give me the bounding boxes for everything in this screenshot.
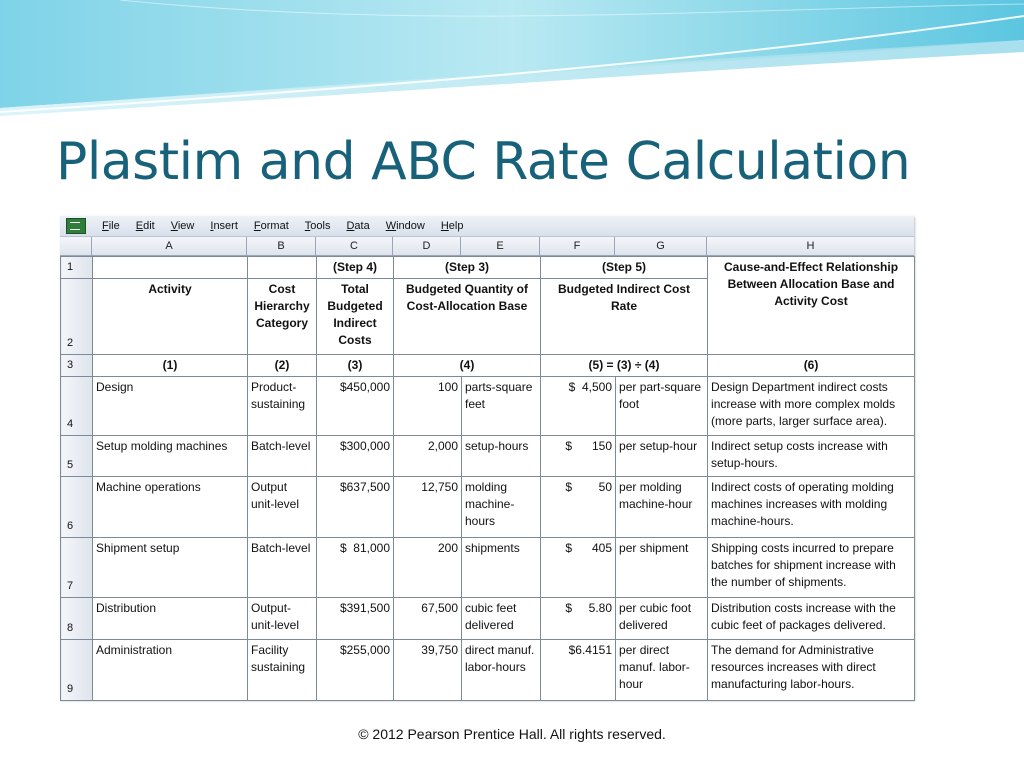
- cell-unit[interactable]: molding machine-hours: [462, 477, 541, 538]
- col-number-3[interactable]: (3): [317, 355, 394, 377]
- cell-unit[interactable]: shipments: [462, 538, 541, 598]
- cell-unit[interactable]: setup-hours: [462, 436, 541, 477]
- menu-item-file[interactable]: File: [102, 220, 120, 232]
- header-budgeted-rate[interactable]: Budgeted Indirect Cost Rate: [541, 279, 708, 355]
- col-number-2[interactable]: (2): [248, 355, 317, 377]
- cell-rate[interactable]: $ 4,500: [541, 377, 616, 436]
- cell-cost[interactable]: $450,000: [317, 377, 394, 436]
- cell-cost[interactable]: $300,000: [317, 436, 394, 477]
- menu-item-format[interactable]: Format: [253, 220, 289, 232]
- column-header-g[interactable]: G: [615, 237, 707, 255]
- spreadsheet-menubar: [60, 216, 914, 237]
- cell-quantity[interactable]: 100: [394, 377, 462, 436]
- cell-per[interactable]: per direct manuf. labor-hour: [616, 640, 708, 701]
- step-4-label[interactable]: (Step 4): [317, 257, 394, 279]
- cell-category[interactable]: Output unit-level: [248, 477, 317, 538]
- cell-category[interactable]: Output-unit-level: [248, 598, 317, 640]
- cell-per[interactable]: per part-square foot: [616, 377, 708, 436]
- step-5-label[interactable]: (Step 5): [541, 257, 708, 279]
- row-header-7[interactable]: 7: [61, 538, 93, 598]
- cell-per[interactable]: per setup-hour: [616, 436, 708, 477]
- header-cause-effect[interactable]: Cause-and-Effect Relationship Between Allocation Base and Activity Cost: [708, 257, 915, 355]
- table-row: [61, 538, 915, 598]
- cell-cost[interactable]: $ 81,000: [317, 538, 394, 598]
- header-total-budgeted[interactable]: Total Budgeted Indirect Costs: [317, 279, 394, 355]
- cell-rate[interactable]: $ 50: [541, 477, 616, 538]
- table-row: [61, 436, 915, 477]
- cell-a1[interactable]: [93, 257, 248, 279]
- table-row: [61, 377, 915, 436]
- cell-cause[interactable]: Distribution costs increase with the cubic feet of packages delivered.: [708, 598, 915, 640]
- table-row: [61, 355, 915, 377]
- col-number-1[interactable]: (1): [93, 355, 248, 377]
- col-number-5[interactable]: (5) = (3) ÷ (4): [541, 355, 708, 377]
- menu-item-edit[interactable]: Edit: [135, 220, 155, 232]
- column-header-e[interactable]: E: [461, 237, 540, 255]
- row-header-4[interactable]: 4: [61, 377, 93, 436]
- abc-rate-table: [60, 256, 915, 701]
- cell-category[interactable]: Batch-level: [248, 538, 317, 598]
- column-header-b[interactable]: B: [247, 237, 316, 255]
- header-wave-decoration: [0, 0, 1024, 130]
- cell-category[interactable]: Product-sustaining: [248, 377, 317, 436]
- cell-cause[interactable]: Indirect setup costs increase with setup-hours.: [708, 436, 915, 477]
- cell-rate[interactable]: $ 5.80: [541, 598, 616, 640]
- menu-item-window[interactable]: Window: [385, 220, 425, 232]
- cell-activity[interactable]: Shipment setup: [93, 538, 248, 598]
- cell-cause[interactable]: The demand for Administrative resources increases with direct manufacturing labor-hours.: [708, 640, 915, 701]
- column-header-c[interactable]: C: [316, 237, 393, 255]
- cell-cause[interactable]: Design Department indirect costs increase with more complex molds (more parts, larger surface area).: [708, 377, 915, 436]
- cell-quantity[interactable]: 39,750: [394, 640, 462, 701]
- spreadsheet-app-icon: [66, 218, 86, 234]
- cell-activity[interactable]: Distribution: [93, 598, 248, 640]
- copyright-footer: © 2012 Pearson Prentice Hall. All rights reserved.: [358, 726, 666, 742]
- table-row: [61, 640, 915, 701]
- cell-quantity[interactable]: 67,500: [394, 598, 462, 640]
- cell-category[interactable]: Batch-level: [248, 436, 317, 477]
- cell-per[interactable]: per cubic foot delivered: [616, 598, 708, 640]
- cell-activity[interactable]: Administration: [93, 640, 248, 701]
- cell-activity[interactable]: Machine operations: [93, 477, 248, 538]
- cell-unit[interactable]: parts-square feet: [462, 377, 541, 436]
- select-all-corner[interactable]: [60, 237, 92, 255]
- table-row: [61, 598, 915, 640]
- cell-category[interactable]: Facility sustaining: [248, 640, 317, 701]
- menu-item-tools[interactable]: Tools: [304, 220, 331, 232]
- cell-cost[interactable]: $255,000: [317, 640, 394, 701]
- row-header-8[interactable]: 8: [61, 598, 93, 640]
- cell-activity[interactable]: Setup molding machines: [93, 436, 248, 477]
- col-number-6[interactable]: (6): [708, 355, 915, 377]
- row-header-9[interactable]: 9: [61, 640, 93, 701]
- slide-title: Plastim and ABC Rate Calculation: [56, 132, 911, 192]
- table-row: [61, 257, 915, 279]
- cell-cause[interactable]: Shipping costs incurred to prepare batches for shipment increase with the number of shipments.: [708, 538, 915, 598]
- menu-item-view[interactable]: View: [170, 220, 195, 232]
- column-header-d[interactable]: D: [393, 237, 461, 255]
- cell-cost[interactable]: $391,500: [317, 598, 394, 640]
- table-row: [61, 477, 915, 538]
- cell-quantity[interactable]: 200: [394, 538, 462, 598]
- col-number-4[interactable]: (4): [394, 355, 541, 377]
- cell-unit[interactable]: cubic feet delivered: [462, 598, 541, 640]
- cell-rate[interactable]: $ 405: [541, 538, 616, 598]
- cell-quantity[interactable]: 12,750: [394, 477, 462, 538]
- row-header-5[interactable]: 5: [61, 436, 93, 477]
- cell-unit[interactable]: direct manuf. labor-hours: [462, 640, 541, 701]
- spreadsheet-screenshot: [60, 216, 914, 700]
- menu-item-insert[interactable]: Insert: [210, 220, 238, 232]
- column-header-row: [60, 237, 914, 256]
- column-header-h[interactable]: H: [806, 240, 815, 252]
- row-header-3[interactable]: 3: [61, 355, 93, 377]
- cell-activity[interactable]: Design: [93, 377, 248, 436]
- step-3-label[interactable]: (Step 3): [394, 257, 541, 279]
- column-header-a[interactable]: A: [92, 237, 247, 255]
- cell-cause[interactable]: Indirect costs of operating molding machines increases with molding machine-hours.: [708, 477, 915, 538]
- cell-per[interactable]: per molding machine-hour: [616, 477, 708, 538]
- row-header-1[interactable]: 1: [61, 257, 93, 279]
- cell-quantity[interactable]: 2,000: [394, 436, 462, 477]
- menu-item-help[interactable]: Help: [440, 220, 464, 232]
- cell-per[interactable]: per shipment: [616, 538, 708, 598]
- cell-rate[interactable]: $6.4151: [541, 640, 616, 701]
- cell-cost[interactable]: $637,500: [317, 477, 394, 538]
- row-header-6[interactable]: 6: [61, 477, 93, 538]
- header-activity[interactable]: Activity: [93, 279, 248, 355]
- row-header-2[interactable]: 2: [61, 279, 93, 355]
- cell-b1[interactable]: [248, 257, 317, 279]
- header-cost-hierarchy[interactable]: Cost Hierarchy Category: [248, 279, 317, 355]
- header-budgeted-quantity[interactable]: Budgeted Quantity of Cost-Allocation Base: [394, 279, 541, 355]
- column-header-f[interactable]: F: [540, 237, 615, 255]
- menu-item-data[interactable]: Data: [346, 220, 370, 232]
- cell-rate[interactable]: $ 150: [541, 436, 616, 477]
